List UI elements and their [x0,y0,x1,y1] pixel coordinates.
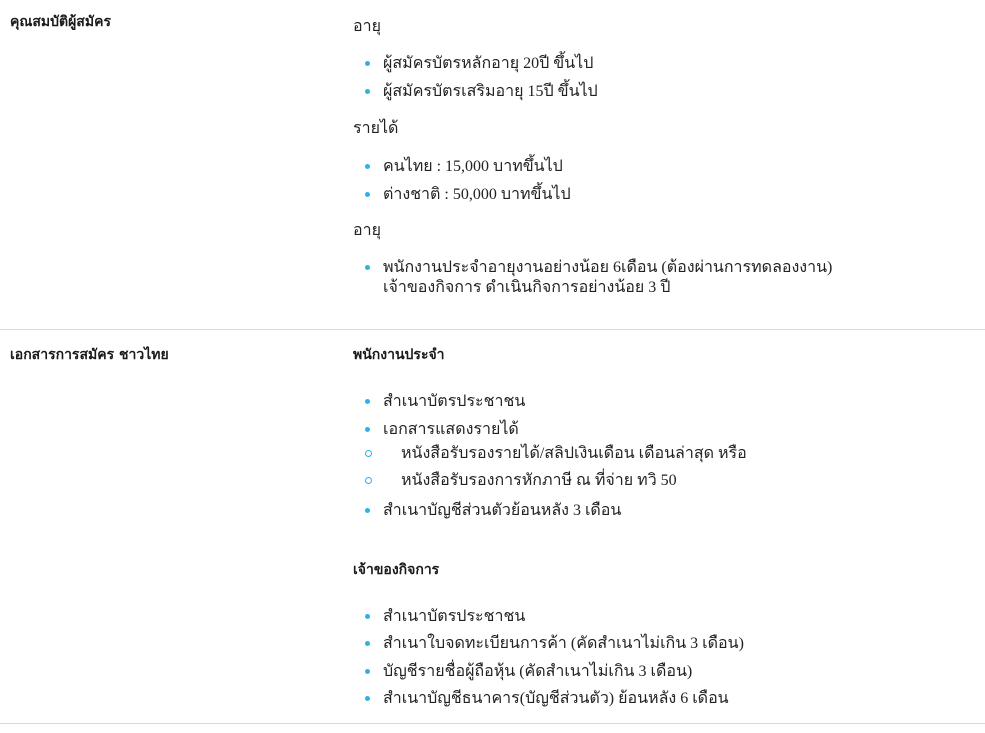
owner-heading: เจ้าของกิจการ [353,561,440,578]
owner-list [353,603,985,713]
list-item: ผู้สมัครบัตรเสริมอายุ 15ปี ขึ้นไป [353,78,985,106]
list-item: สำเนาบัญชีธนาคาร(บัญชีส่วนตัว) ย้อนหลัง 6 เดือน [353,685,985,713]
documents-label: เอกสารการสมัคร ชาวไทย [10,347,169,363]
list-item: ต่างชาติ : 50,000 บาทขึ้นไป [353,181,985,209]
tenure-line-2: เจ้าของกิจการ ดำเนินกิจการอย่างน้อย 3 ปี [383,279,671,296]
employee-heading: พนักงานประจำ [353,347,445,363]
sub-list-item: หนังสือรับรองรายได้/สลิปเงินเดือน เดือนล่าสุด หรือ [353,443,985,464]
income-sub-list [353,443,985,491]
tenure-line-1: พนักงานประจำอายุงานอย่างน้อย 6เดือน (ต้องผ่านการทดลองงาน) [383,259,833,276]
list-item: ผู้สมัครบัตรหลักอายุ 20ปี ขึ้นไป [353,50,985,78]
documents-content [343,330,985,723]
list-item: สำเนาบัตรประชาชน [353,603,985,631]
list-item: บัญชีรายชื่อผู้ถือหุ้น (คัดสำเนาไม่เกิน 3 เดือน) [353,658,985,686]
qualifications-label: คุณสมบัติผู้สมัคร [10,14,111,30]
list-item [353,258,985,298]
income-docs-label: เอกสารแสดงรายได้ [383,420,519,438]
documents-row [0,330,985,724]
list-item [353,416,985,492]
tenure-heading: อายุ [353,222,381,239]
sub-list-item: หนังสือรับรองการหักภาษี ณ ที่จ่าย ทวิ 50 [353,470,985,491]
age-list [353,50,985,105]
list-item: สำเนาใบจดทะเบียนการค้า (คัดสำเนาไม่เกิน 3 เดือน) [353,630,985,658]
qualifications-row [0,0,985,330]
employee-list [353,388,985,525]
tenure-list [353,258,985,298]
income-list [353,153,985,208]
qualifications-content [343,0,985,329]
list-item: คนไทย : 15,000 บาทขึ้นไป [353,153,985,181]
income-heading: รายได้ [353,120,399,137]
list-item: สำเนาบัญชีส่วนตัวย้อนหลัง 3 เดือน [353,497,985,525]
list-item: สำเนาบัตรประชาชน [353,388,985,416]
age-heading: อายุ [353,18,381,35]
